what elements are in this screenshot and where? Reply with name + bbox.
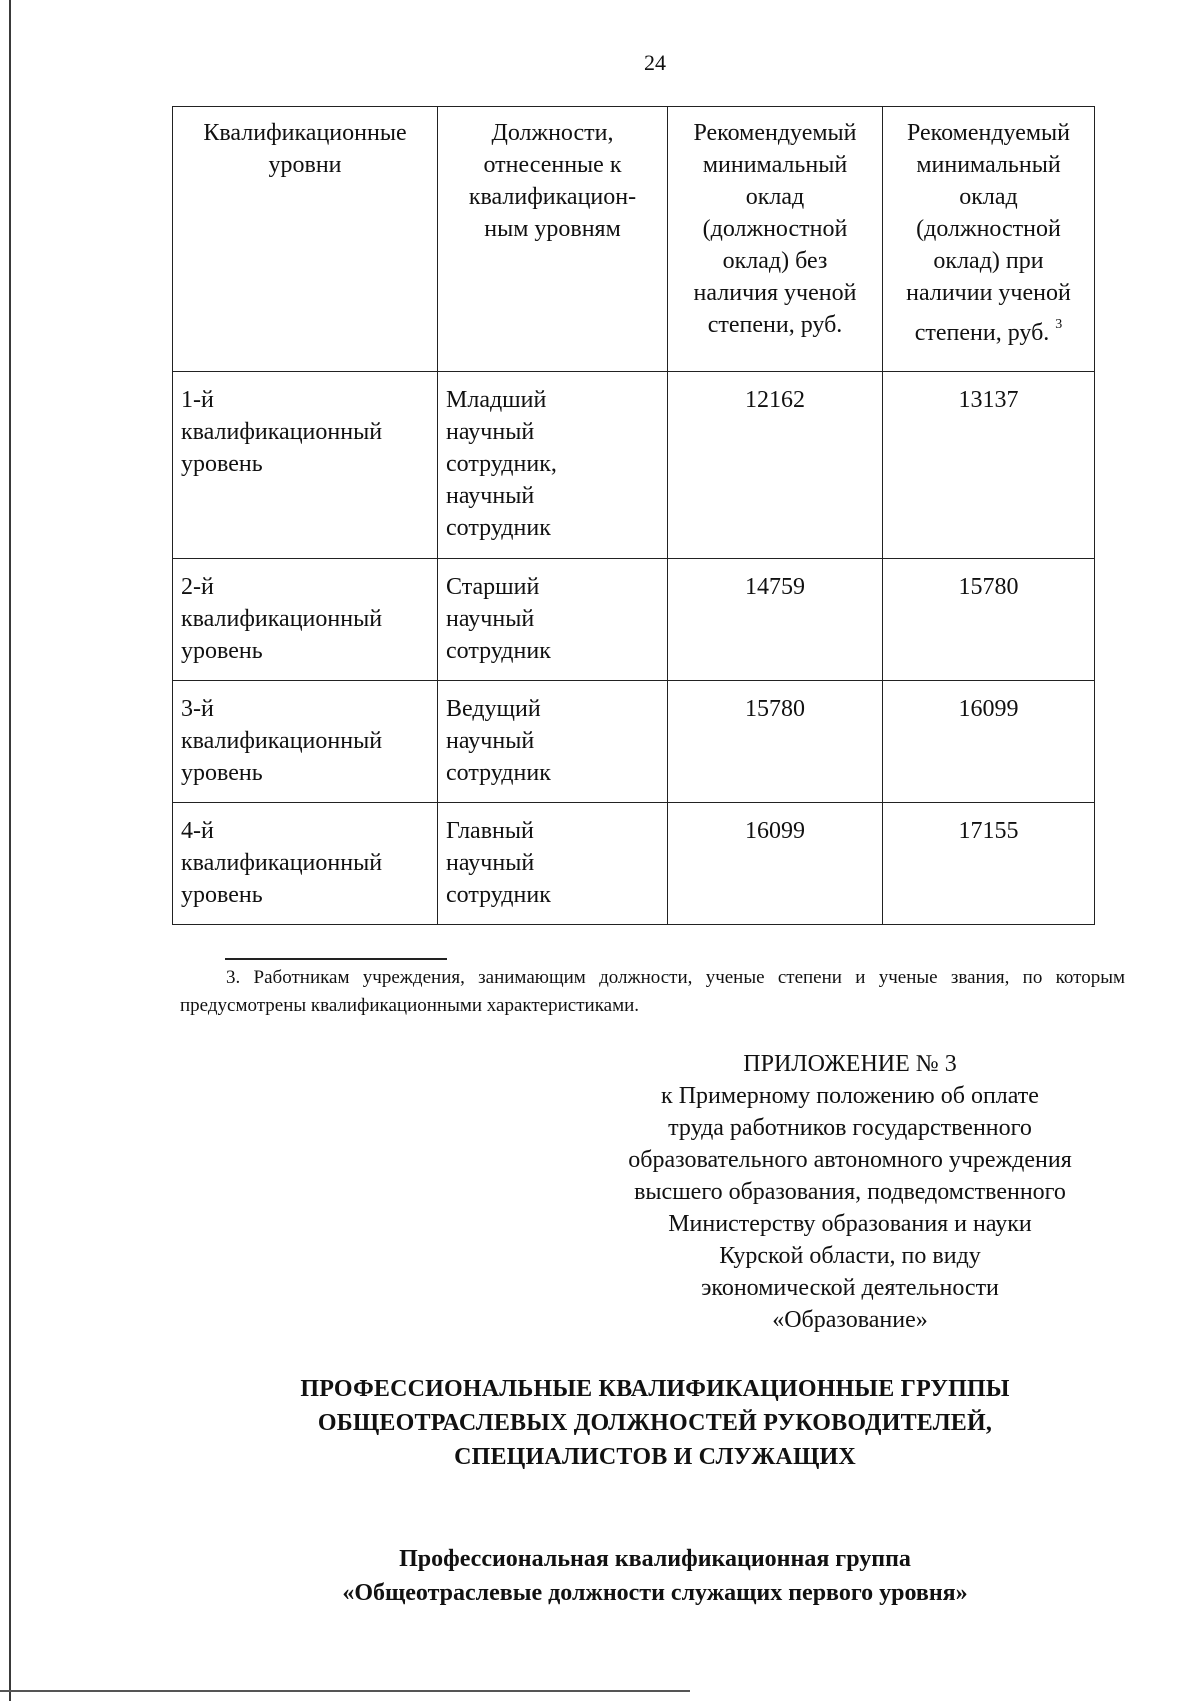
cell-text: научный (446, 606, 535, 632)
table-row (173, 803, 1095, 925)
table-row (173, 559, 1095, 681)
cell-positions (438, 372, 668, 559)
cell-text: Главный (446, 818, 534, 844)
cell-level (173, 681, 438, 803)
main-heading-line: ПРОФЕССИОНАЛЬНЫЕ КВАЛИФИКАЦИОННЫЕ ГРУППЫ (300, 1376, 1010, 1402)
header-text: (должностной (916, 216, 1061, 242)
header-text: наличия ученой (693, 280, 857, 306)
cell-text: научный (446, 728, 535, 754)
cell-text: научный (446, 483, 535, 509)
footnote-mark: 3 (1055, 317, 1063, 332)
cell-text: сотрудник (446, 638, 551, 664)
cell-text: квалификационный (181, 728, 383, 754)
main-heading (150, 1372, 1160, 1474)
header-text: ным уровням (484, 216, 621, 242)
header-text: оклад (745, 184, 805, 210)
cell-text: сотрудник (446, 760, 551, 786)
appendix-line: образовательного автономного учреждения (628, 1147, 1072, 1173)
cell-positions (438, 803, 668, 925)
appendix-line: экономической деятельности (701, 1275, 999, 1301)
footnote-separator (225, 958, 447, 960)
appendix-block (580, 1048, 1120, 1336)
appendix-title: ПРИЛОЖЕНИЕ № 3 (743, 1051, 957, 1077)
cell-text: 2-й (181, 574, 214, 600)
header-text: минимальный (916, 152, 1061, 178)
cell-text: научный (446, 419, 535, 445)
cell-text: уровень (181, 451, 263, 477)
header-text: оклад) при (933, 248, 1044, 274)
cell-text: сотрудник, (446, 451, 557, 477)
cell-text: 4-й (181, 818, 214, 844)
header-salary-no-degree (668, 107, 883, 372)
table-header-row (173, 107, 1095, 372)
cell-salary-with-degree: 17155 (883, 803, 1095, 925)
salary-table (172, 106, 1095, 925)
header-text: Рекомендуемый (693, 120, 857, 146)
scan-edge-left (9, 0, 11, 1701)
header-text: Рекомендуемый (906, 120, 1071, 146)
header-text: оклад (959, 184, 1018, 210)
header-text: отнесенные к (483, 152, 622, 178)
cell-text: 3-й (181, 696, 214, 722)
cell-salary-with-degree: 16099 (883, 681, 1095, 803)
appendix-line: к Примерному положению об оплате (661, 1083, 1039, 1109)
table-row (173, 372, 1095, 559)
appendix-line: Курской области, по виду (719, 1243, 981, 1269)
cell-text: квалификационный (181, 850, 383, 876)
cell-text: уровень (181, 882, 263, 908)
cell-level (173, 372, 438, 559)
header-text: степени, руб. (707, 312, 843, 338)
header-levels (173, 107, 438, 372)
header-text: (должностной (702, 216, 848, 242)
cell-salary-no-degree: 16099 (668, 803, 883, 925)
header-text: квалификацион- (468, 184, 637, 210)
cell-text: научный (446, 850, 535, 876)
cell-salary-no-degree: 14759 (668, 559, 883, 681)
appendix-line: высшего образования, подведомственного (634, 1179, 1066, 1205)
appendix-line: труда работников государственного (668, 1115, 1032, 1141)
cell-text: квалификационный (181, 606, 383, 632)
cell-salary-no-degree: 15780 (668, 681, 883, 803)
main-heading-line: СПЕЦИАЛИСТОВ И СЛУЖАЩИХ (454, 1444, 856, 1470)
footnote-text: 3. Работникам учреждения, занимающим должности, ученые степени и ученые звания, по которым предусмотрены квалификационными характеристиками. (180, 967, 1125, 1016)
scan-edge-bottom (0, 1690, 690, 1692)
header-text: наличии ученой (906, 280, 1071, 306)
header-text-last: степени, руб. (914, 320, 1050, 346)
table-row (173, 681, 1095, 803)
sub-heading-line: «Общеотраслевые должности служащих первого уровня» (342, 1580, 968, 1606)
header-text: оклад) без (722, 248, 828, 274)
header-text (889, 309, 1088, 349)
header-positions (438, 107, 668, 372)
header-text: Квалификационные (203, 120, 407, 146)
cell-text: Старший (446, 574, 540, 600)
cell-positions (438, 681, 668, 803)
cell-text: 1-й (181, 387, 214, 413)
header-text: минимальный (702, 152, 848, 178)
cell-level (173, 559, 438, 681)
sub-heading (150, 1542, 1160, 1610)
cell-text: квалификационный (181, 419, 383, 445)
cell-salary-no-degree: 12162 (668, 372, 883, 559)
header-text: Должности, (491, 120, 614, 146)
cell-text: уровень (181, 638, 263, 664)
cell-text: сотрудник (446, 515, 551, 541)
cell-positions (438, 559, 668, 681)
cell-salary-with-degree: 15780 (883, 559, 1095, 681)
page-number: 24 (644, 50, 666, 75)
cell-text: сотрудник (446, 882, 551, 908)
main-heading-line: ОБЩЕОТРАСЛЕВЫХ ДОЛЖНОСТЕЙ РУКОВОДИТЕЛЕЙ, (317, 1410, 993, 1436)
sub-heading-line: Профессиональная квалификационная группа (399, 1546, 911, 1572)
cell-text: уровень (181, 760, 263, 786)
appendix-line: Министерству образования и науки (668, 1211, 1032, 1237)
header-salary-with-degree (883, 107, 1095, 372)
header-text: уровни (268, 152, 342, 178)
cell-text: Младший (446, 387, 547, 413)
appendix-line: «Образование» (772, 1307, 928, 1333)
cell-text: Ведущий (446, 696, 541, 722)
cell-salary-with-degree: 13137 (883, 372, 1095, 559)
cell-level (173, 803, 438, 925)
